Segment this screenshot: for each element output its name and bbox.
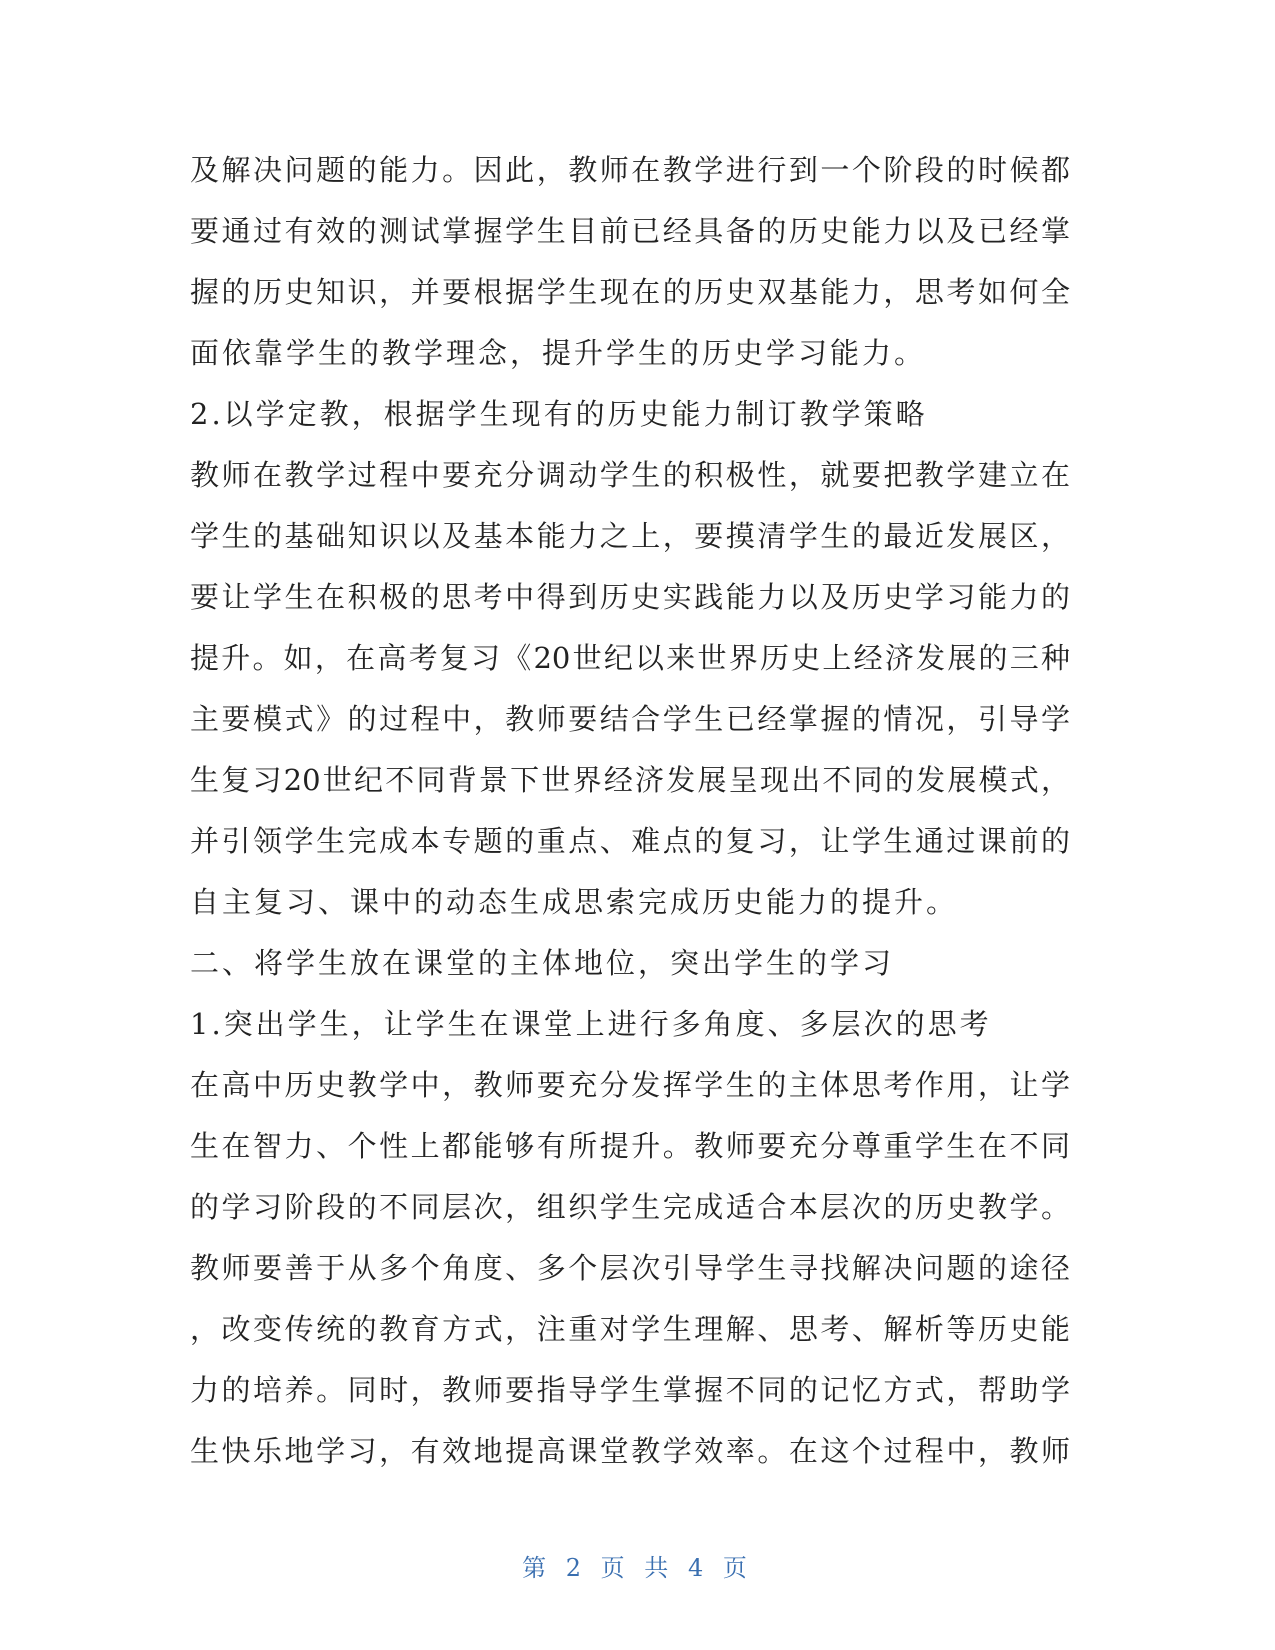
section-heading-2: 2.以学定教，根据学生现有的历史能力制订教学策略	[190, 397, 928, 431]
text-line-16: 在高中历史教学中，教师要充分发挥学生的主体思考作用，让学	[190, 1068, 1070, 1102]
text-line-8: 要让学生在积极的思考中得到历史实践能力以及历史学习能力的	[190, 580, 1070, 614]
text-line-10: 主要模式》的过程中，教师要结合学生已经掌握的情况，引导学	[190, 702, 1070, 736]
text-line-4: 面依靠学生的教学理念，提升学生的历史学习能力。	[190, 336, 927, 370]
text-line-18: 的学习阶段的不同层次，组织学生完成适合本层次的历史教学。	[190, 1190, 1070, 1224]
text-line-12: 并引领学生完成本专题的重点、难点的复习，让学生通过课前的	[190, 824, 1070, 858]
text-line-21: 力的培养。同时，教师要指导学生掌握不同的记忆方式，帮助学	[190, 1373, 1070, 1407]
document-body	[190, 140, 1070, 1482]
text-line-17: 生在智力、个性上都能够有所提升。教师要充分尊重学生在不同	[190, 1129, 1070, 1163]
text-line-1: 及解决问题的能力。因此，教师在教学进行到一个阶段的时候都	[190, 153, 1070, 187]
text-line-20: ，改变传统的教育方式，注重对学生理解、思考、解析等历史能	[190, 1312, 1070, 1346]
text-line-7: 学生的基础知识以及基本能力之上，要摸清学生的最近发展区，	[190, 519, 1070, 553]
section-heading-er: 二、将学生放在课堂的主体地位，突出学生的学习	[190, 946, 895, 980]
text-line-11: 生复习20世纪不同背景下世界经济发展呈现出不同的发展模式，	[190, 763, 1070, 797]
text-line-9: 提升。如，在高考复习《20世纪以来世界历史上经济发展的三种	[190, 641, 1070, 675]
text-line-2: 要通过有效的测试掌握学生目前已经具备的历史能力以及已经掌	[190, 214, 1070, 248]
text-line-3: 握的历史知识，并要根据学生现在的历史双基能力，思考如何全	[190, 275, 1070, 309]
text-line-22: 生快乐地学习，有效地提高课堂教学效率。在这个过程中，教师	[190, 1434, 1070, 1468]
text-line-13: 自主复习、课中的动态生成思索完成历史能力的提升。	[190, 885, 959, 919]
section-heading-1: 1.突出学生，让学生在课堂上进行多角度、多层次的思考	[190, 1007, 992, 1041]
text-line-19: 教师要善于从多个角度、多个层次引导学生寻找解决问题的途径	[190, 1251, 1070, 1285]
text-line-6: 教师在教学过程中要充分调动学生的积极性，就要把教学建立在	[190, 458, 1070, 492]
page-number-footer: 第 2 页 共 4 页	[522, 1554, 753, 1582]
